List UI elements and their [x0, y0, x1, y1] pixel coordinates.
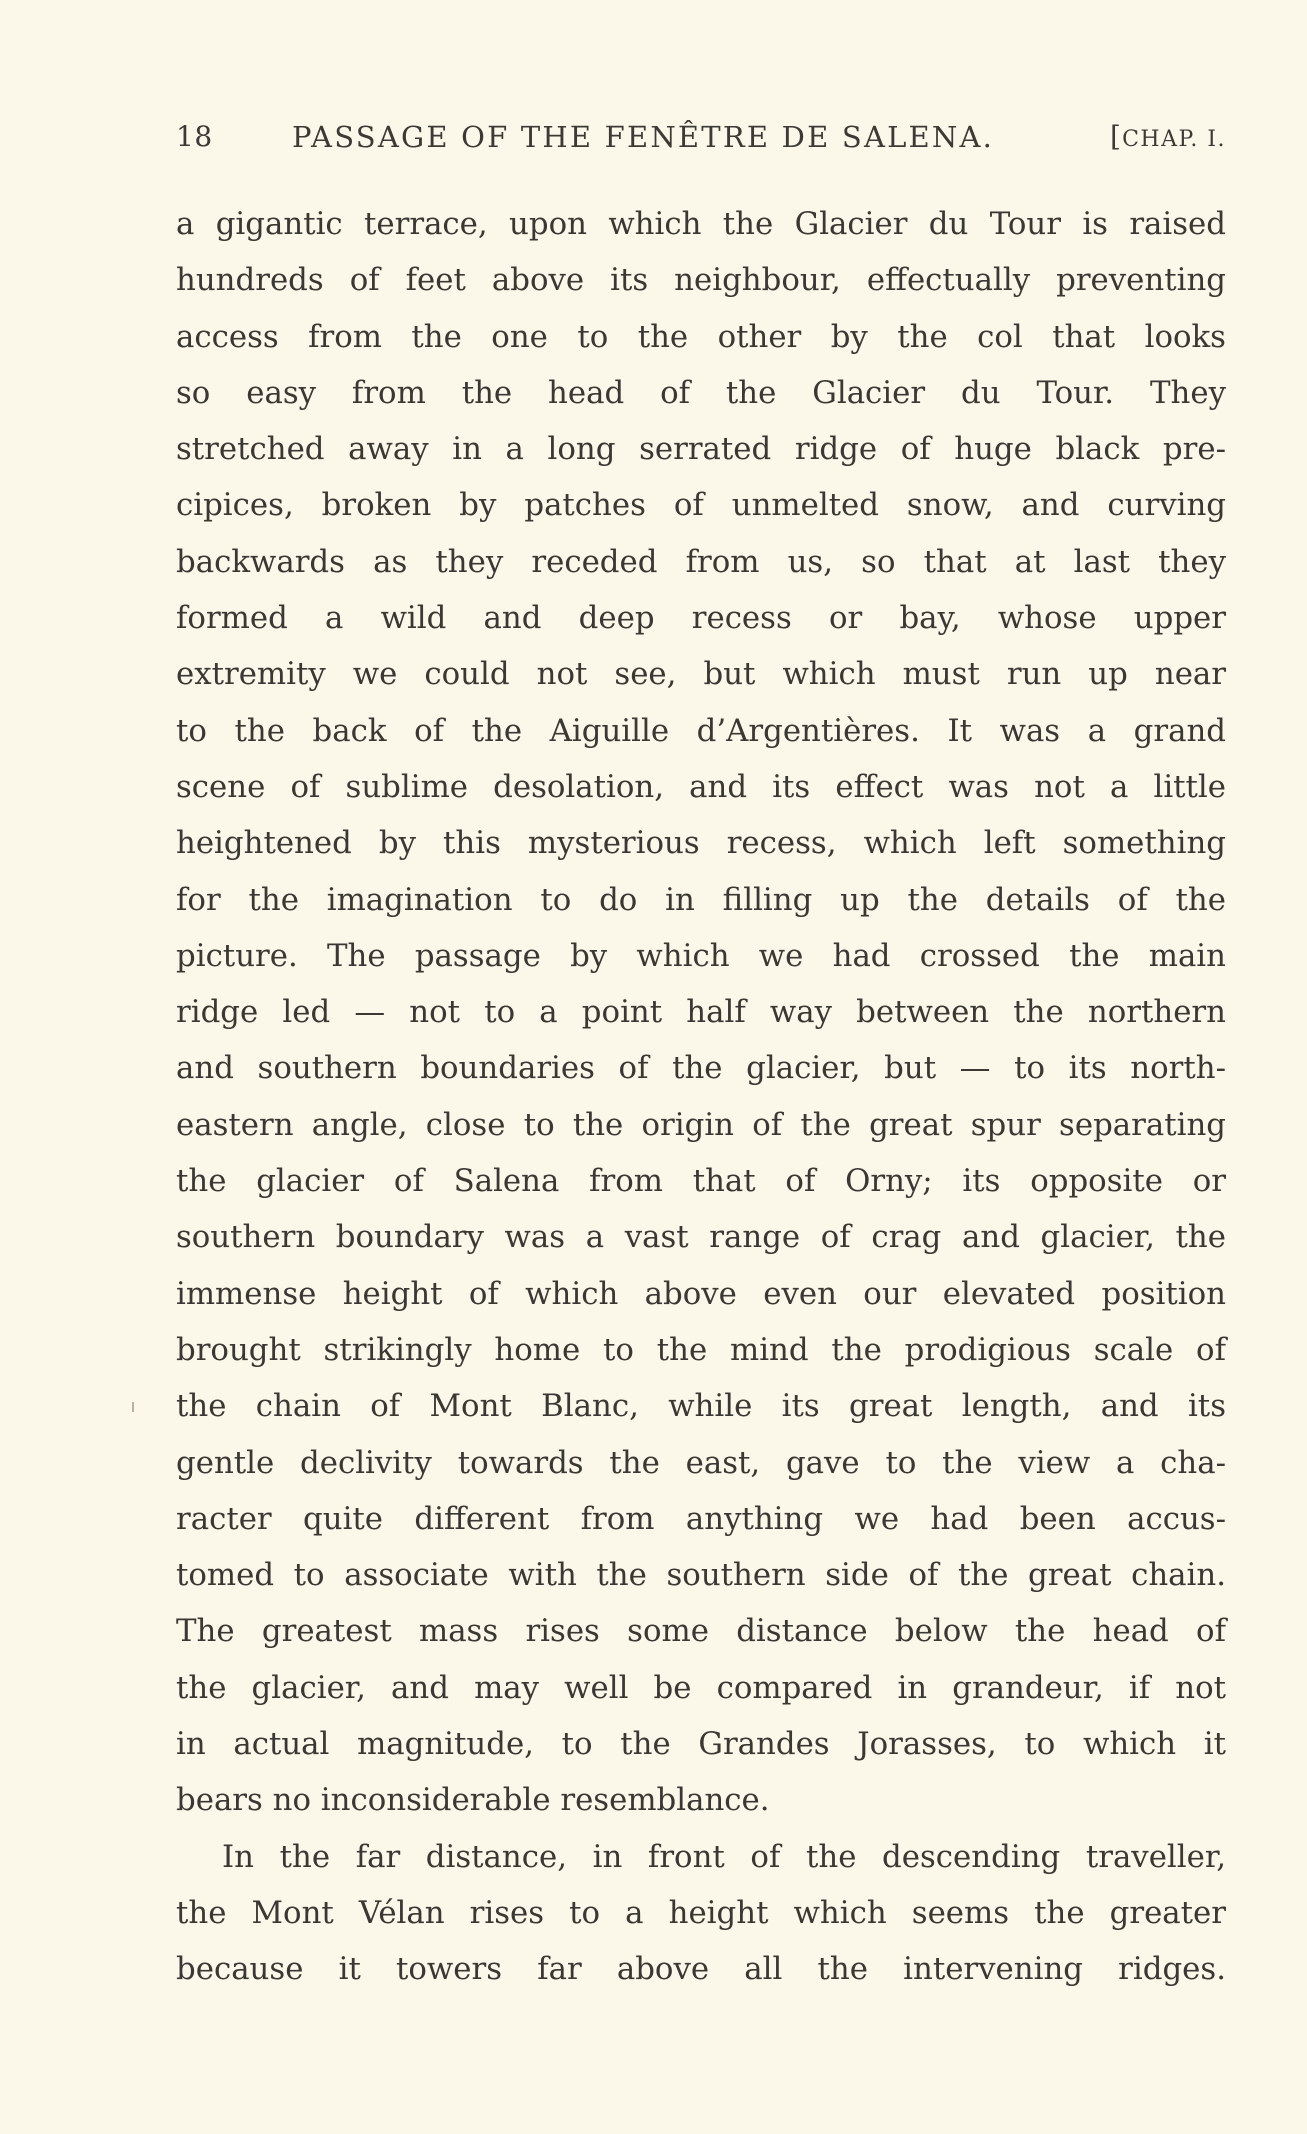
text-line: cipices, broken by patches of unmelted snow, and curving: [176, 487, 1226, 524]
text-line: the glacier, and may well be compared in grandeur, if not: [176, 1669, 1226, 1706]
text-line: racter quite different from anything we had been accus-: [176, 1500, 1226, 1537]
text-line: the Mont Vélan rises to a height which seems the greater: [176, 1894, 1226, 1931]
text-line: picture. The passage by which we had crossed the main: [176, 937, 1226, 974]
text-line: because it towers far above all the intervening ridges.: [176, 1951, 1226, 1988]
text-line: The greatest mass rises some distance below the head of: [176, 1613, 1226, 1650]
text-line: formed a wild and deep recess or bay, whose upper: [176, 600, 1226, 637]
text-line: the glacier of Salena from that of Orny; its opposite or: [176, 1163, 1226, 1200]
text-line: and southern boundaries of the glacier, but — to its north-: [176, 1050, 1226, 1087]
text-line: In the far distance, in front of the descending traveller,: [222, 1838, 1226, 1875]
running-header: [176, 120, 1226, 164]
text-line: so easy from the head of the Glacier du Tour. They: [176, 374, 1226, 411]
text-line: immense height of which above even our elevated position: [176, 1275, 1226, 1312]
page-number: 18: [176, 120, 213, 153]
text-line: to the back of the Aiguille d’Argentières. It was a grand: [176, 712, 1226, 749]
chapter-reference: [1110, 120, 1226, 153]
text-line: extremity we could not see, but which must run up near: [176, 656, 1226, 693]
text-line: for the imagination to do in filling up the details of the: [176, 881, 1226, 918]
text-line: brought strikingly home to the mind the prodigious scale of: [176, 1331, 1226, 1368]
text-line: southern boundary was a vast range of crag and glacier, the: [176, 1219, 1226, 1256]
chapter-label: CHAP. I.: [1122, 127, 1226, 152]
text-line: stretched away in a long serrated ridge of huge black pre-: [176, 431, 1226, 468]
text-line: hundreds of feet above its neighbour, effectually preventing: [176, 262, 1226, 299]
body-text: [176, 196, 1226, 1998]
text-line: heightened by this mysterious recess, which left something: [176, 825, 1226, 862]
text-line: access from the one to the other by the col that looks: [176, 318, 1226, 355]
text-line: bears no inconsiderable resemblance.: [176, 1782, 770, 1819]
text-line: eastern angle, close to the origin of the great spur separating: [176, 1106, 1226, 1143]
text-line: ridge led — not to a point half way between the northern: [176, 994, 1226, 1031]
text-line: backwards as they receded from us, so that at last they: [176, 543, 1226, 580]
running-title: PASSAGE OF THE FENÊTRE DE SALENA.: [292, 120, 995, 154]
text-line: in actual magnitude, to the Grandes Jorasses, to which it: [176, 1726, 1226, 1763]
text-line: a gigantic terrace, upon which the Glacier du Tour is raised: [176, 206, 1226, 242]
text-line: gentle declivity towards the east, gave to the view a cha-: [176, 1444, 1226, 1481]
text-line: tomed to associate with the southern side of the great chain.: [176, 1557, 1226, 1594]
chapter-bracket: [: [1109, 120, 1123, 153]
text-line: the chain of Mont Blanc, while its great length, and its: [176, 1388, 1226, 1425]
margin-mark: [132, 1402, 134, 1412]
text-line: scene of sublime desolation, and its effect was not a little: [176, 768, 1226, 805]
